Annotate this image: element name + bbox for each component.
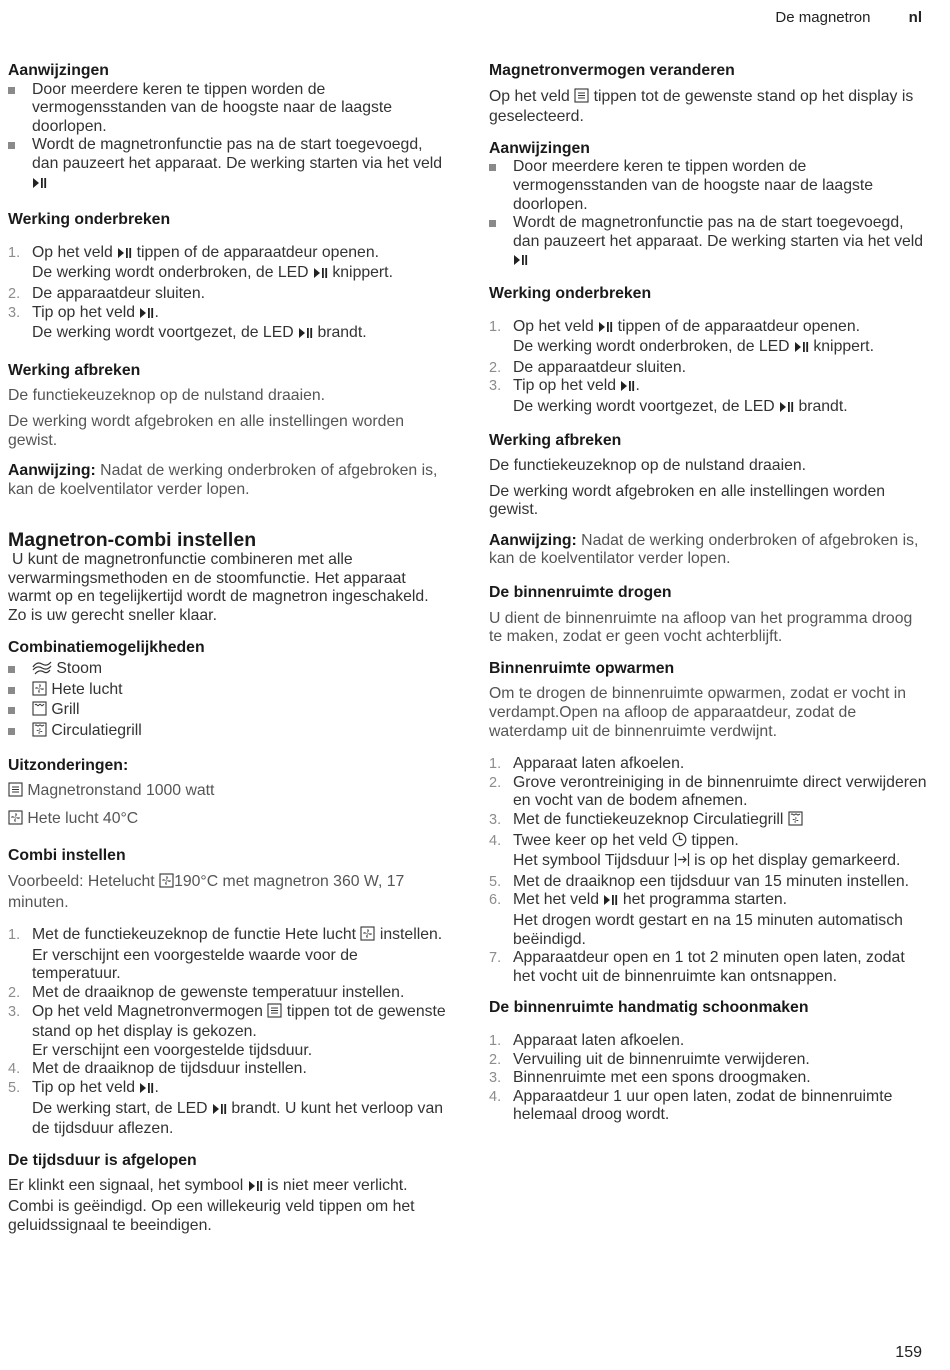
paragraph: U dient de binnenruimte na afloop van het programma droog te maken, zodat er geen vocht achterblijft. xyxy=(489,609,913,646)
microwave-power-icon xyxy=(267,1003,282,1024)
exception-item xyxy=(8,810,448,831)
play-pause-icon xyxy=(212,1102,227,1121)
play-pause-icon xyxy=(298,326,313,345)
list-item: 5. Tip op het veld . De werking start, de LED brandt. U kunt het verloop van de tijdsduur aflezen. xyxy=(8,1078,444,1138)
list-item xyxy=(8,681,448,702)
step-text: De werking wordt voortgezet, de LED xyxy=(513,397,775,415)
play-pause-icon xyxy=(32,176,47,195)
warmup-steps xyxy=(489,755,929,986)
combi-set-heading: Combi instellen xyxy=(8,847,126,865)
paragraph-text: Er klinkt een signaal, het symbool xyxy=(8,1177,244,1195)
step-text: Vervuiling uit de binnenruimte verwijderen. xyxy=(513,1050,810,1068)
step-text: tippen of de apparaatdeur openen. xyxy=(617,317,861,335)
list-item xyxy=(489,214,929,272)
play-pause-icon xyxy=(603,893,618,912)
clock-icon xyxy=(672,832,687,853)
exceptions-heading: Uitzonderingen: xyxy=(8,756,129,774)
play-pause-icon xyxy=(513,253,528,272)
hot-air-fan-icon xyxy=(32,681,47,702)
paragraph-text: Op het veld xyxy=(489,87,570,105)
play-pause-icon xyxy=(248,1179,263,1198)
microwave-power-icon xyxy=(8,782,23,803)
paragraph: De werking wordt afgebroken en alle instellingen worden gewist. xyxy=(8,412,405,449)
play-pause-icon xyxy=(117,246,132,265)
step-text: Apparaat laten afkoelen. xyxy=(513,755,685,773)
duration-icon xyxy=(674,852,690,873)
interrupt-heading: Werking onderbreken xyxy=(8,211,171,229)
paragraph: De functiekeuzeknop op de nulstand draaien. xyxy=(8,387,326,405)
manual-clean-heading: De binnenruimte handmatig schoonmaken xyxy=(489,999,809,1017)
step-text: Het symbool Tijdsduur xyxy=(513,852,670,870)
exception-text: Hete lucht 40°C xyxy=(27,809,139,827)
combinations-list xyxy=(8,660,448,742)
cancel-heading: Werking afbreken xyxy=(489,431,622,449)
step-text: Op het veld xyxy=(32,243,113,261)
list-item: 4. Met de draaiknop de tijdsduur instellen. xyxy=(8,1060,307,1078)
page-header xyxy=(775,9,922,26)
example-paragraph xyxy=(8,873,448,912)
list-item: 4. Twee keer op het veld tippen. Het symbool Tijdsduur is op het display gemarkeerd. xyxy=(489,832,929,873)
step-text: het programma starten. xyxy=(622,891,788,909)
notes-heading: Aanwijzingen xyxy=(8,62,109,79)
list-item xyxy=(8,660,448,681)
step-text: Apparaat laten afkoelen. xyxy=(513,1031,685,1049)
step-text: Het drogen wordt gestart en na 15 minuten automatisch beëindigd. xyxy=(513,911,903,948)
list-item xyxy=(8,136,448,194)
combi-intro: U kunt de magnetronfunctie combineren met alle verwarmingsmethoden en de stoomfunctie. Het apparaat warmt op en tegelijkertijd wordt de magnetron ingeschakeld. Zo is uw gerecht sneller klaar. xyxy=(8,551,429,625)
list-item xyxy=(8,701,448,722)
step-text: De apparaatdeur sluiten. xyxy=(32,284,206,302)
step-text: De werking wordt onderbroken, de LED xyxy=(513,338,790,356)
manual-clean-steps xyxy=(489,1032,929,1125)
list-item: 3. Tip op het veld . De werking wordt voortgezet, de LED brandt. xyxy=(489,377,929,418)
step-text: Tip op het veld xyxy=(32,1078,136,1096)
step-text: Op het veld xyxy=(513,317,594,335)
combi-steps xyxy=(8,926,448,1139)
item-text: Grill xyxy=(51,701,80,719)
list-item xyxy=(8,81,448,137)
note-label: Aanwijzing: xyxy=(489,531,577,549)
step-text: Binnenruimte met een spons droogmaken. xyxy=(513,1069,811,1087)
play-pause-icon xyxy=(794,340,809,359)
note-text: Door meerdere keren te tippen worden de vermogensstanden van de hoogste naar de laagste doorlopen. xyxy=(513,158,874,213)
step-text: tippen of de apparaatdeur openen. xyxy=(136,243,380,261)
example-text: Voorbeeld: Hetelucht xyxy=(8,873,155,890)
drying-heading: De binnenruimte drogen xyxy=(489,584,672,602)
section-title: De magnetron xyxy=(775,9,871,26)
step-text: Tip op het veld xyxy=(513,377,617,395)
list-item: 1. Apparaat laten afkoelen. xyxy=(489,755,685,773)
list-item: 2. De apparaatdeur sluiten. xyxy=(8,284,206,302)
step-text: . xyxy=(635,377,640,395)
step-text: De werking wordt onderbroken, de LED xyxy=(32,264,309,282)
note-paragraph xyxy=(8,462,448,499)
list-item: 1. Apparaat laten afkoelen. xyxy=(489,1031,685,1049)
step-text: Tip op het veld xyxy=(32,303,136,321)
note-text: Door meerdere keren te tippen worden de vermogensstanden van de hoogste naar de laagste doorlopen. xyxy=(32,80,393,135)
circulation-grill-icon xyxy=(32,722,47,743)
step-text: knippert. xyxy=(332,264,393,282)
paragraph xyxy=(8,1177,448,1235)
hot-air-fan-icon xyxy=(360,926,375,947)
step-text: Op het veld Magnetronvermogen xyxy=(32,1002,263,1020)
interrupt-heading: Werking onderbreken xyxy=(489,284,652,302)
play-pause-icon xyxy=(779,400,794,419)
note-text: Wordt de magnetronfunctie pas na de start toegevoegd, dan pauzeert het apparaat. De werking starten via het veld xyxy=(513,214,924,250)
step-text: Apparaatdeur 1 uur open laten, zodat de binnenruimte helemaal droog wordt. xyxy=(513,1087,893,1124)
paragraph xyxy=(489,88,929,127)
note-text: Nadat de werking onderbroken of afgebroken is, kan de koelventilator verder lopen. xyxy=(8,462,438,498)
step-text: . xyxy=(154,303,159,321)
step-text: brandt. U kunt het verloop van de tijdsduur aflezen. xyxy=(32,1099,444,1138)
step-text: tippen. xyxy=(691,831,739,849)
exception-item xyxy=(8,782,448,803)
step-text: is op het display gemarkeerd. xyxy=(694,852,901,870)
step-text: Er verschijnt een voorgestelde tijdsduur. xyxy=(32,1041,313,1059)
hot-air-fan-icon xyxy=(8,810,23,831)
paragraph: Om te drogen de binnenruimte opwarmen, zodat er vocht in verdampt.Open na afloop de apparaatdeur, zodat de waterdamp uit de binnenruimte verdwijnt. xyxy=(489,685,907,740)
step-text: Met de draaiknop een tijdsduur van 15 minuten instellen. xyxy=(513,872,910,890)
play-pause-icon xyxy=(139,306,154,325)
paragraph: De werking wordt afgebroken en alle instellingen worden gewist. xyxy=(489,482,886,519)
note-label: Aanwijzing: xyxy=(8,462,96,480)
warmup-heading: Binnenruimte opwarmen xyxy=(489,659,675,677)
list-item xyxy=(8,722,448,743)
list-item: 6. Met het veld het programma starten. Het drogen wordt gestart en na 15 minuten automatisch beëindigd. xyxy=(489,891,903,948)
step-text: tippen tot de gewenste stand op het display is gekozen. xyxy=(32,1002,446,1041)
notes-list xyxy=(8,81,448,195)
paragraph: De functiekeuzeknop op de nulstand draaien. xyxy=(489,457,807,475)
step-text: Er verschijnt een voorgestelde waarde voor de temperatuur. xyxy=(32,946,358,983)
page-number: 159 xyxy=(895,1344,922,1361)
list-item: 3. Op het veld Magnetronvermogen tippen tot de gewenste stand op het display is gekozen. Er verschijnt een voorgestelde tijdsduur. xyxy=(8,1002,446,1059)
list-item: 5. Met de draaiknop een tijdsduur van 15 minuten instellen. xyxy=(489,872,910,890)
left-column xyxy=(8,62,448,1235)
list-item: 4. Apparaatdeur 1 uur open laten, zodat de binnenruimte helemaal droog wordt. xyxy=(489,1087,893,1124)
list-item: 2. Met de draaiknop de gewenste temperatuur instellen. xyxy=(8,983,405,1001)
note-paragraph xyxy=(489,532,929,569)
example-text: 190°C met magnetron 360 W, 17 minuten. xyxy=(8,873,405,911)
play-pause-icon xyxy=(313,266,328,285)
hot-air-fan-icon xyxy=(159,873,174,894)
step-text: knippert. xyxy=(813,338,874,356)
power-change-heading: Magnetronvermogen veranderen xyxy=(489,62,735,79)
play-pause-icon xyxy=(598,320,613,339)
step-text: . xyxy=(154,1078,159,1096)
step-text: Grove verontreiniging in de binnenruimte direct verwijderen en vocht van de bodem afnemen. xyxy=(513,773,927,810)
combi-title: Magnetron-combi instellen xyxy=(8,529,257,552)
list-item: 7. Apparaatdeur open en 1 tot 2 minuten open laten, zodat het vocht uit de binnenruimte kan ontsnappen. xyxy=(489,949,905,985)
paragraph-text: is niet meer verlicht. Combi is geëindigd. Op een willekeurig veld tippen om het geluidssignaal te beeindigen. xyxy=(8,1177,415,1234)
note-text: Nadat de werking onderbroken of afgebroken is, kan de koelventilator verder lopen. xyxy=(489,531,919,568)
microwave-power-icon xyxy=(574,88,589,109)
step-text: instellen. xyxy=(379,926,443,944)
interrupt-steps xyxy=(8,244,448,345)
step-text: Apparaatdeur open en 1 tot 2 minuten open laten, zodat het vocht uit de binnenruimte kan ontsnappen. xyxy=(513,949,905,985)
grill-icon xyxy=(32,701,47,722)
note-text: Wordt de magnetronfunctie pas na de start toegevoegd, dan pauzeert het apparaat. De werking starten via het veld xyxy=(32,136,443,172)
step-text: Met de draaiknop de tijdsduur instellen. xyxy=(32,1060,307,1078)
list-item: 3. Binnenruimte met een spons droogmaken. xyxy=(489,1069,811,1087)
list-item: 3. Tip op het veld . De werking wordt voortgezet, de LED brandt. xyxy=(8,304,448,345)
play-pause-icon xyxy=(139,1081,154,1100)
play-pause-icon xyxy=(620,379,635,398)
step-text: Met de draaiknop de gewenste temperatuur instellen. xyxy=(32,983,405,1001)
item-text: Stoom xyxy=(56,660,103,678)
list-item: 2. Grove verontreiniging in de binnenruimte direct verwijderen en vocht van de bodem afnemen. xyxy=(489,773,927,810)
item-text: Hete lucht xyxy=(51,680,123,698)
interrupt-steps xyxy=(489,318,929,419)
step-text: De apparaatdeur sluiten. xyxy=(513,358,687,376)
list-item xyxy=(489,158,929,214)
list-item: 1. Op het veld tippen of de apparaatdeur openen. De werking wordt onderbroken, de LED knippert. xyxy=(8,244,448,285)
exception-text: Magnetronstand 1000 watt xyxy=(27,782,215,800)
step-text: De werking wordt voortgezet, de LED xyxy=(32,324,294,342)
step-text: Met de functiekeuzeknop Circulatiegrill xyxy=(513,811,784,828)
combinations-heading: Combinatiemogelijkheden xyxy=(8,638,205,656)
step-text: Met de functiekeuzeknop de functie Hete lucht xyxy=(32,926,357,944)
paragraph-text: tippen tot de gewenste stand op het display is geselecteerd. xyxy=(489,87,914,126)
notes-heading: Aanwijzingen xyxy=(489,139,590,157)
circulation-grill-icon xyxy=(788,811,803,832)
right-column xyxy=(489,62,929,1125)
language-code: nl xyxy=(908,9,922,26)
step-text: brandt. xyxy=(798,397,848,415)
list-item: 2. Vervuiling uit de binnenruimte verwijderen. xyxy=(489,1050,810,1068)
cancel-heading: Werking afbreken xyxy=(8,361,141,379)
step-text: brandt. xyxy=(317,324,367,342)
step-text: De werking start, de LED xyxy=(32,1099,208,1117)
item-text: Circulatiegrill xyxy=(51,722,142,740)
list-item: 1. Op het veld tippen of de apparaatdeur openen. De werking wordt onderbroken, de LED knippert. xyxy=(489,318,929,359)
step-text: Met het veld xyxy=(513,891,600,909)
notes-list xyxy=(489,158,929,272)
list-item: 2. De apparaatdeur sluiten. xyxy=(489,358,687,376)
step-text: Twee keer op het veld xyxy=(513,831,668,849)
list-item: 1. Met de functiekeuzeknop de functie Hete lucht instellen. Er verschijnt een voorgestelde waarde voor de temperatuur. xyxy=(8,926,443,983)
time-elapsed-heading: De tijdsduur is afgelopen xyxy=(8,1151,197,1169)
list-item: 3. Met de functiekeuzeknop Circulatiegrill xyxy=(489,811,929,832)
steam-icon xyxy=(32,661,52,681)
